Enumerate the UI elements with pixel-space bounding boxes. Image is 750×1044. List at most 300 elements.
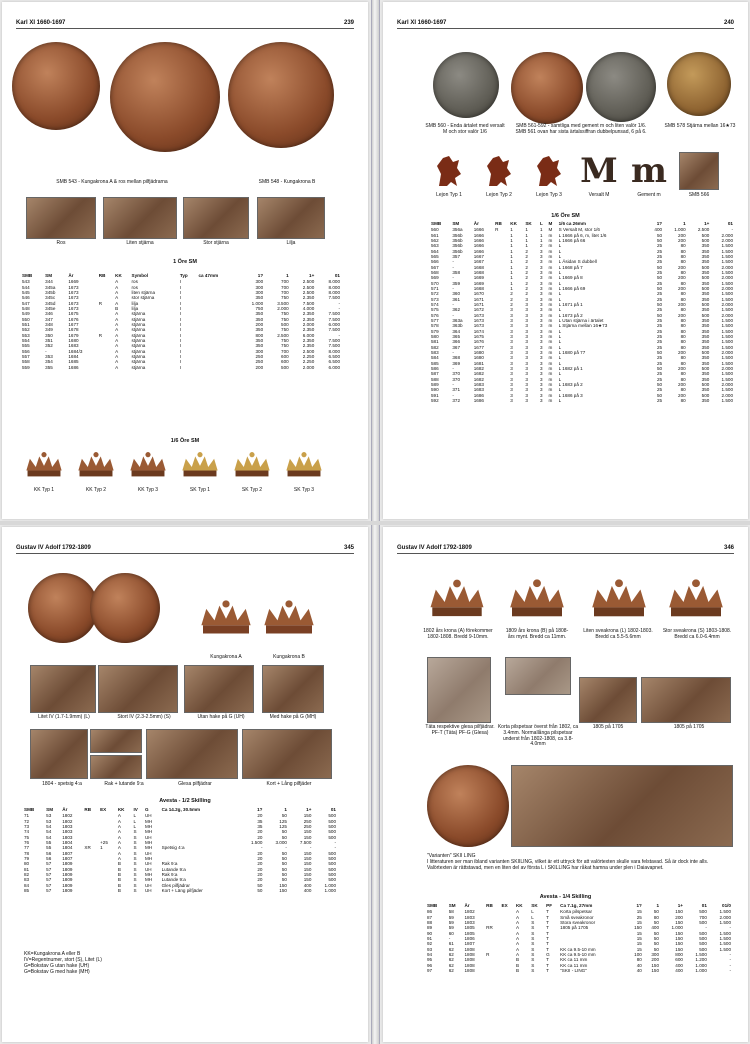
table-cell: 2 bbox=[510, 291, 513, 297]
page-number: 240 bbox=[723, 20, 734, 26]
crown-b-icon bbox=[260, 599, 318, 645]
table-cell: I bbox=[179, 343, 182, 349]
table-cell: - bbox=[452, 381, 454, 387]
table-cell: 2.000 bbox=[719, 914, 731, 920]
table-cell: 1.500 bbox=[721, 280, 733, 286]
table-cell: 500 bbox=[328, 834, 336, 840]
table-cell: 1802 bbox=[62, 818, 73, 824]
table-cell: 7.500 bbox=[328, 316, 340, 322]
table-cell: 1673 bbox=[68, 305, 79, 311]
table-cell: S bbox=[133, 834, 137, 840]
table-cell: 77 bbox=[24, 845, 30, 851]
table-cell: 600 bbox=[281, 353, 289, 359]
table-cell: 2 bbox=[525, 291, 528, 297]
table-cell: UH bbox=[144, 813, 152, 819]
table-cell: 1.500 bbox=[721, 248, 733, 254]
table-cell: 84 bbox=[24, 882, 30, 888]
table-cell: 1.500 bbox=[721, 307, 733, 313]
table-cell: 3 bbox=[510, 328, 513, 334]
table-cell: L 1686 på 3 bbox=[558, 392, 583, 398]
table-cell: A bbox=[115, 321, 119, 327]
table-cell: 150 bbox=[303, 829, 312, 835]
table-cell bbox=[495, 398, 510, 403]
glyph-caption: Lejon Typ 2 bbox=[486, 192, 512, 198]
table-cell: 89 bbox=[427, 925, 433, 931]
table-cell: 500 bbox=[328, 823, 336, 829]
caption-smb578: SMB 578 Stjärna mellan 16★73 bbox=[664, 123, 736, 129]
table-cell: 575 bbox=[431, 307, 439, 313]
table-cell: 500 bbox=[281, 364, 289, 370]
table-cell: S bbox=[133, 866, 137, 872]
column-header: 1? bbox=[656, 221, 663, 226]
table-cell: ros bbox=[131, 284, 138, 290]
table-cell: 344 bbox=[45, 279, 53, 285]
table-cell: 1 bbox=[510, 227, 513, 233]
table-cell: 3 bbox=[525, 392, 528, 398]
table-cell: 3 bbox=[525, 381, 528, 387]
table-cell: 3 bbox=[540, 301, 543, 307]
table-cell: 8.000 bbox=[328, 289, 340, 295]
table-cell: 750 bbox=[281, 327, 289, 333]
glyph-caption: Lejon Typ 3 bbox=[536, 192, 562, 198]
table-cell: T bbox=[546, 935, 549, 941]
table-cell bbox=[100, 888, 118, 893]
table-cell: 360 bbox=[452, 291, 461, 297]
table-cell: A bbox=[115, 343, 119, 349]
catalog-page-345 bbox=[2, 527, 368, 1042]
crown-icon bbox=[663, 577, 729, 627]
table-cell: 8.000 bbox=[328, 284, 340, 290]
column-header: RB bbox=[84, 807, 92, 812]
table-cell: I bbox=[179, 284, 182, 290]
table-cell: 587 bbox=[431, 371, 439, 377]
table-cell: A bbox=[515, 925, 520, 931]
crown-icon bbox=[180, 450, 220, 484]
column-header: ca 47mm bbox=[198, 273, 219, 278]
table-cell: 15 bbox=[636, 919, 642, 925]
table-cell: 700 bbox=[281, 279, 289, 285]
table-cell: S bbox=[531, 919, 535, 925]
table-cell: L bbox=[133, 813, 137, 819]
table-cell: 80 bbox=[636, 957, 642, 963]
column-header: 1/6 ca 26mm bbox=[558, 221, 586, 226]
catalog-page-346 bbox=[383, 527, 748, 1042]
table-cell: 20 bbox=[257, 877, 263, 883]
table-cell: 345b bbox=[45, 289, 56, 295]
table-cell: 800 bbox=[675, 951, 683, 957]
table-cell: 3 bbox=[510, 387, 513, 393]
table-cell: 100 bbox=[634, 951, 642, 957]
table-cell: 25 bbox=[656, 333, 663, 339]
table-cell: 570 bbox=[431, 280, 439, 286]
table-cell: 125 bbox=[279, 823, 287, 829]
table-cell: 1803 bbox=[62, 823, 73, 829]
table-cell: 750 bbox=[281, 311, 289, 317]
table-cell: 150 bbox=[675, 909, 683, 915]
table-cell: 3 bbox=[525, 344, 528, 350]
table-cell: 20 bbox=[257, 871, 263, 877]
coin-photo-548 bbox=[228, 42, 334, 148]
table-cell: 1808 bbox=[464, 967, 475, 973]
table-cell: L Utan stjärna i ärtalet bbox=[558, 317, 604, 323]
table-cell: 2.000 bbox=[721, 232, 733, 238]
table-cell: 400 bbox=[654, 227, 663, 233]
table-cell: 1668 bbox=[473, 285, 484, 291]
table-cell: L bbox=[558, 397, 562, 403]
table-cell: 3 bbox=[525, 387, 528, 393]
table-cell: 1 bbox=[510, 248, 513, 254]
table-cell: 60 bbox=[448, 930, 454, 936]
table-cell: 1 bbox=[510, 285, 513, 291]
legend-line: G=Bokstav G med hake (MH) bbox=[24, 969, 90, 975]
table-cell: 500 bbox=[699, 946, 707, 952]
table-cell: 1807 bbox=[62, 855, 73, 861]
table-cell: Lutande 9:a bbox=[161, 877, 186, 883]
table-cell: R bbox=[98, 332, 103, 338]
table-cell: S bbox=[133, 882, 137, 888]
legend-line: IV=Regentnumer, stort (S), Litet (L) bbox=[24, 957, 102, 963]
table-cell: 350 bbox=[701, 371, 710, 377]
table-cell: 1805 bbox=[464, 925, 475, 931]
column-header: SMB bbox=[22, 273, 33, 278]
table-cell: 50 bbox=[653, 930, 659, 936]
table-cell: L 1680 på 77 bbox=[558, 349, 586, 355]
crown-icon bbox=[503, 577, 571, 627]
caption-smb543: SMB 543 - Kungakrona A & ros mellan pilfjädrarna bbox=[56, 179, 168, 185]
table-cell: 50 bbox=[281, 829, 287, 835]
page-header-title: Karl XI 1660-1697 bbox=[397, 20, 447, 26]
table-cell: 150 bbox=[303, 813, 312, 819]
table-cell: 349 bbox=[45, 327, 53, 333]
table-cell: 25 bbox=[656, 371, 663, 377]
table-cell: 1682 bbox=[473, 376, 484, 382]
table-cell: I bbox=[179, 311, 182, 317]
column-header: 1? bbox=[257, 807, 263, 812]
table-cell: 1 bbox=[510, 237, 513, 243]
table-cell: 2.000 bbox=[721, 381, 733, 387]
column-header: 01 bbox=[727, 221, 733, 226]
table-cell: 600 bbox=[281, 359, 289, 365]
table-cell: S bbox=[531, 957, 535, 963]
table-cell: T bbox=[546, 930, 549, 936]
table-cell: 1809 bbox=[62, 877, 73, 883]
table-cell: 1682 bbox=[473, 371, 484, 377]
table-cell: B bbox=[515, 957, 520, 963]
crown-icon bbox=[427, 577, 487, 627]
table-cell: - bbox=[338, 300, 340, 306]
table-cell: 3 bbox=[525, 317, 528, 323]
table-cell: - bbox=[45, 348, 47, 354]
table-cell: 81 bbox=[24, 866, 30, 872]
caption-ros: Ros bbox=[56, 240, 66, 246]
table-cell: S bbox=[133, 850, 137, 856]
table-cell: - bbox=[452, 301, 454, 307]
table-cell: lilja bbox=[131, 300, 139, 306]
coin-photo-543-reverse bbox=[110, 42, 220, 152]
table-cell: 3 bbox=[510, 339, 513, 345]
table-cell: B bbox=[117, 871, 121, 877]
table-cell: stjärna bbox=[131, 353, 146, 359]
table-cell: 750 bbox=[281, 337, 289, 343]
table-cell: UH bbox=[144, 861, 152, 867]
table-cell: 567 bbox=[431, 264, 439, 270]
table-cell: m bbox=[548, 328, 553, 334]
table-cell: m bbox=[548, 291, 553, 297]
table-cell: 1.500 bbox=[721, 397, 733, 403]
table-cell: 565 bbox=[431, 253, 439, 259]
table-cell: 564 bbox=[431, 248, 439, 254]
table-cell: 591 bbox=[431, 392, 439, 398]
table-cell: 2.000 bbox=[721, 285, 733, 291]
table-cell: A bbox=[515, 909, 520, 915]
table-cell: 25 bbox=[656, 248, 663, 254]
table-cell: S bbox=[531, 930, 535, 936]
table-cell: 50 bbox=[281, 834, 287, 840]
table-cell: L bbox=[558, 296, 562, 302]
table-cell: L bbox=[133, 823, 137, 829]
table-cell: L bbox=[558, 376, 562, 382]
table-cell: 25 bbox=[656, 376, 663, 382]
table-cell: 2 bbox=[525, 280, 528, 286]
table-cell: S bbox=[531, 967, 535, 973]
table-cell: - bbox=[334, 839, 336, 845]
column-header: SMB bbox=[24, 807, 35, 812]
table-cell: 358 bbox=[452, 269, 461, 275]
table-cell: 6.000 bbox=[302, 332, 315, 338]
table-cell: A bbox=[515, 951, 520, 957]
table-cell: T bbox=[546, 925, 549, 931]
table-cell: 500 bbox=[701, 285, 710, 291]
table-cell: L Stjärna mellan 16★73 bbox=[558, 323, 608, 329]
detail-photo-rak-9a bbox=[90, 729, 142, 753]
table-cell: 56 bbox=[46, 855, 52, 861]
column-header: RB bbox=[98, 273, 106, 278]
price-table bbox=[427, 903, 733, 973]
table-cell: 2.000 bbox=[302, 321, 315, 327]
table-cell: 40 bbox=[636, 962, 642, 968]
table-cell: S bbox=[531, 935, 535, 941]
table-cell: S bbox=[531, 962, 535, 968]
table-cell: 200 bbox=[255, 321, 264, 327]
table-cell: 200 bbox=[678, 349, 686, 355]
caption-smb548: SMB 548 - Kungakrona B bbox=[258, 179, 316, 185]
table-cell: 50 bbox=[653, 935, 659, 941]
table-cell: - bbox=[452, 264, 454, 270]
table-cell: 1666 bbox=[473, 227, 484, 233]
table-cell: 57 bbox=[46, 861, 52, 867]
table-cell: 500 bbox=[701, 381, 710, 387]
table-cell: S bbox=[531, 946, 535, 952]
detail-photo-med-hake bbox=[262, 665, 324, 713]
table-cell: L 1666 på 66 bbox=[558, 237, 586, 243]
table-cell: 500 bbox=[328, 866, 336, 872]
table-cell: L bbox=[531, 909, 534, 915]
table-cell: KK ca 9.5-10 mm bbox=[560, 951, 596, 957]
table-cell: 1802 bbox=[464, 909, 475, 915]
table-cell: 1806 bbox=[464, 935, 475, 941]
table-cell: B bbox=[117, 866, 121, 872]
table-cell: ros bbox=[131, 279, 138, 285]
table-cell: 54 bbox=[46, 834, 52, 840]
table-cell: 300 bbox=[651, 951, 659, 957]
table-cell: L bbox=[558, 248, 562, 254]
detail-photo-utan-hake bbox=[184, 665, 254, 713]
table-cell: m bbox=[548, 365, 553, 371]
table-cell: 1666 bbox=[473, 248, 484, 254]
table-cell: - bbox=[260, 845, 263, 851]
page-number: 345 bbox=[343, 545, 354, 551]
table-cell: 1.500 bbox=[721, 317, 733, 323]
table-cell: 365 bbox=[452, 333, 461, 339]
table-title: Avesta - 1/4 Skilling bbox=[539, 894, 592, 900]
table-cell: 700 bbox=[281, 289, 289, 295]
table-cell: 150 bbox=[675, 935, 683, 941]
glyph-caption: Gement m bbox=[637, 192, 661, 198]
table-cell: m bbox=[548, 344, 553, 350]
table-cell: 500 bbox=[328, 871, 336, 877]
table-cell: 1.200 bbox=[695, 957, 707, 963]
table-cell: L bbox=[558, 344, 562, 350]
table-cell: m bbox=[548, 285, 553, 291]
table-cell: 3 bbox=[540, 264, 543, 270]
table-cell: 1804 bbox=[62, 839, 73, 845]
table-cell: A bbox=[115, 279, 119, 285]
table-cell: 90 bbox=[427, 930, 433, 936]
table-cell: 57 bbox=[46, 866, 52, 872]
table-cell: 25 bbox=[656, 307, 663, 313]
column-header: KK bbox=[515, 903, 523, 908]
table-cell: 200 bbox=[255, 364, 264, 370]
table-cell: 3 bbox=[510, 312, 513, 318]
table-cell: 552 bbox=[22, 327, 30, 333]
table-cell: A bbox=[117, 829, 121, 835]
table-cell: 150 bbox=[303, 871, 312, 877]
table-cell: 3 bbox=[510, 307, 513, 313]
table-cell: 500 bbox=[699, 935, 707, 941]
table-cell: 345a bbox=[45, 284, 56, 290]
table-cell: KK ca 11 mm bbox=[560, 962, 588, 968]
table-cell: A bbox=[115, 300, 119, 306]
table-cell: B bbox=[115, 305, 119, 311]
table-cell: 3 bbox=[540, 381, 543, 387]
table-cell: 3 bbox=[540, 365, 543, 371]
table-cell: 150 bbox=[675, 919, 683, 925]
table-cell: 1803 bbox=[62, 829, 73, 835]
table-cell: - bbox=[452, 365, 454, 371]
table-cell: m bbox=[548, 248, 553, 254]
table-cell: 1808 bbox=[464, 951, 475, 957]
glyph-sample bbox=[479, 152, 519, 190]
column-header: 1 bbox=[286, 273, 289, 278]
table-cell: 3 bbox=[510, 376, 513, 382]
price-table bbox=[22, 273, 342, 370]
table-cell: 347 bbox=[45, 316, 53, 322]
table-cell: 1.500 bbox=[695, 951, 707, 957]
table-cell: 3 bbox=[540, 328, 543, 334]
caption-rak-lutande: Rak + lutande 9:a bbox=[104, 781, 144, 787]
table-cell: 559 bbox=[22, 364, 30, 370]
table-cell: L bbox=[558, 339, 562, 345]
table-cell: 6.000 bbox=[328, 321, 340, 327]
table-cell: 200 bbox=[651, 957, 659, 963]
table-cell: 50 bbox=[257, 882, 263, 888]
table-cell: L bbox=[558, 280, 562, 286]
table-cell: 750 bbox=[255, 305, 264, 311]
glyph-sample bbox=[629, 152, 669, 190]
table-cell: 35 bbox=[257, 818, 263, 824]
table-cell: 2.250 bbox=[302, 359, 315, 365]
table-cell: 15 bbox=[636, 946, 642, 952]
table-cell: 50 bbox=[281, 850, 287, 856]
table-cell: 350 bbox=[701, 253, 710, 259]
table-cell: L bbox=[558, 269, 562, 275]
table-cell: B bbox=[515, 967, 520, 973]
table-cell: 74 bbox=[24, 829, 30, 835]
table-cell: A bbox=[117, 855, 121, 861]
table-cell: 200 bbox=[678, 237, 686, 243]
table-cell: 25 bbox=[656, 296, 663, 302]
table-cell: 150 bbox=[303, 861, 312, 867]
table-cell: - bbox=[729, 951, 731, 957]
table-cell: Rak 9:a bbox=[161, 871, 178, 877]
page-number: 239 bbox=[343, 20, 354, 26]
table-cell: 1686 bbox=[68, 364, 79, 370]
table-row bbox=[22, 365, 342, 370]
glyph-caption: Lejon Typ 1 bbox=[436, 192, 462, 198]
table-cell: 577 bbox=[431, 317, 439, 323]
table-cell: 1807 bbox=[464, 941, 475, 947]
table-cell: 150 bbox=[634, 925, 642, 931]
table-cell: L 1673 på 2 bbox=[558, 312, 583, 318]
column-header: L bbox=[540, 221, 543, 226]
table-cell: 59 bbox=[448, 925, 454, 931]
table-cell: 1 bbox=[540, 227, 543, 233]
table-cell: 563 bbox=[431, 243, 439, 249]
table-cell: 350 bbox=[701, 307, 710, 313]
table-cell: 150 bbox=[675, 930, 683, 936]
table-cell: 1671 bbox=[473, 296, 484, 302]
table-cell: 1.500 bbox=[721, 355, 733, 361]
table-cell: MH bbox=[144, 818, 153, 824]
table-cell: 500 bbox=[328, 877, 336, 883]
detail-photo-lutande-9a bbox=[90, 755, 142, 779]
table-cell: 62 bbox=[448, 967, 454, 973]
table-cell: 80 bbox=[680, 339, 686, 345]
column-header: SM bbox=[45, 273, 53, 278]
table-cell: 50 bbox=[656, 264, 663, 270]
table-cell: B bbox=[117, 887, 121, 893]
table-cell: 1669 bbox=[68, 279, 79, 285]
column-header: SMB bbox=[431, 221, 442, 226]
glyph-caption: Versalt M bbox=[588, 192, 610, 198]
column-header: Typ bbox=[179, 273, 188, 278]
table-cell: 356b bbox=[452, 243, 463, 249]
table-cell: I bbox=[179, 332, 182, 338]
table-cell: m bbox=[548, 243, 553, 249]
abbreviation-legend bbox=[24, 951, 274, 975]
caption-tata-glesa: Täta respektive glesa pilfjädrar. PF-T (Täta) PF-G (Glesa) bbox=[425, 724, 495, 736]
table-cell: 1 bbox=[540, 237, 543, 243]
table-cell: 589 bbox=[431, 381, 439, 387]
table-cell: Lutande 9:a bbox=[161, 866, 186, 872]
table-cell: L Äsidan S dubbell bbox=[558, 259, 597, 265]
table-cell: 1686 bbox=[473, 392, 484, 398]
table-cell: 2 bbox=[525, 259, 528, 265]
table-cell: 588 bbox=[431, 376, 439, 382]
table-cell: 80 bbox=[680, 280, 686, 286]
table-cell: 1676 bbox=[473, 339, 484, 345]
table-cell: 350 bbox=[701, 243, 710, 249]
